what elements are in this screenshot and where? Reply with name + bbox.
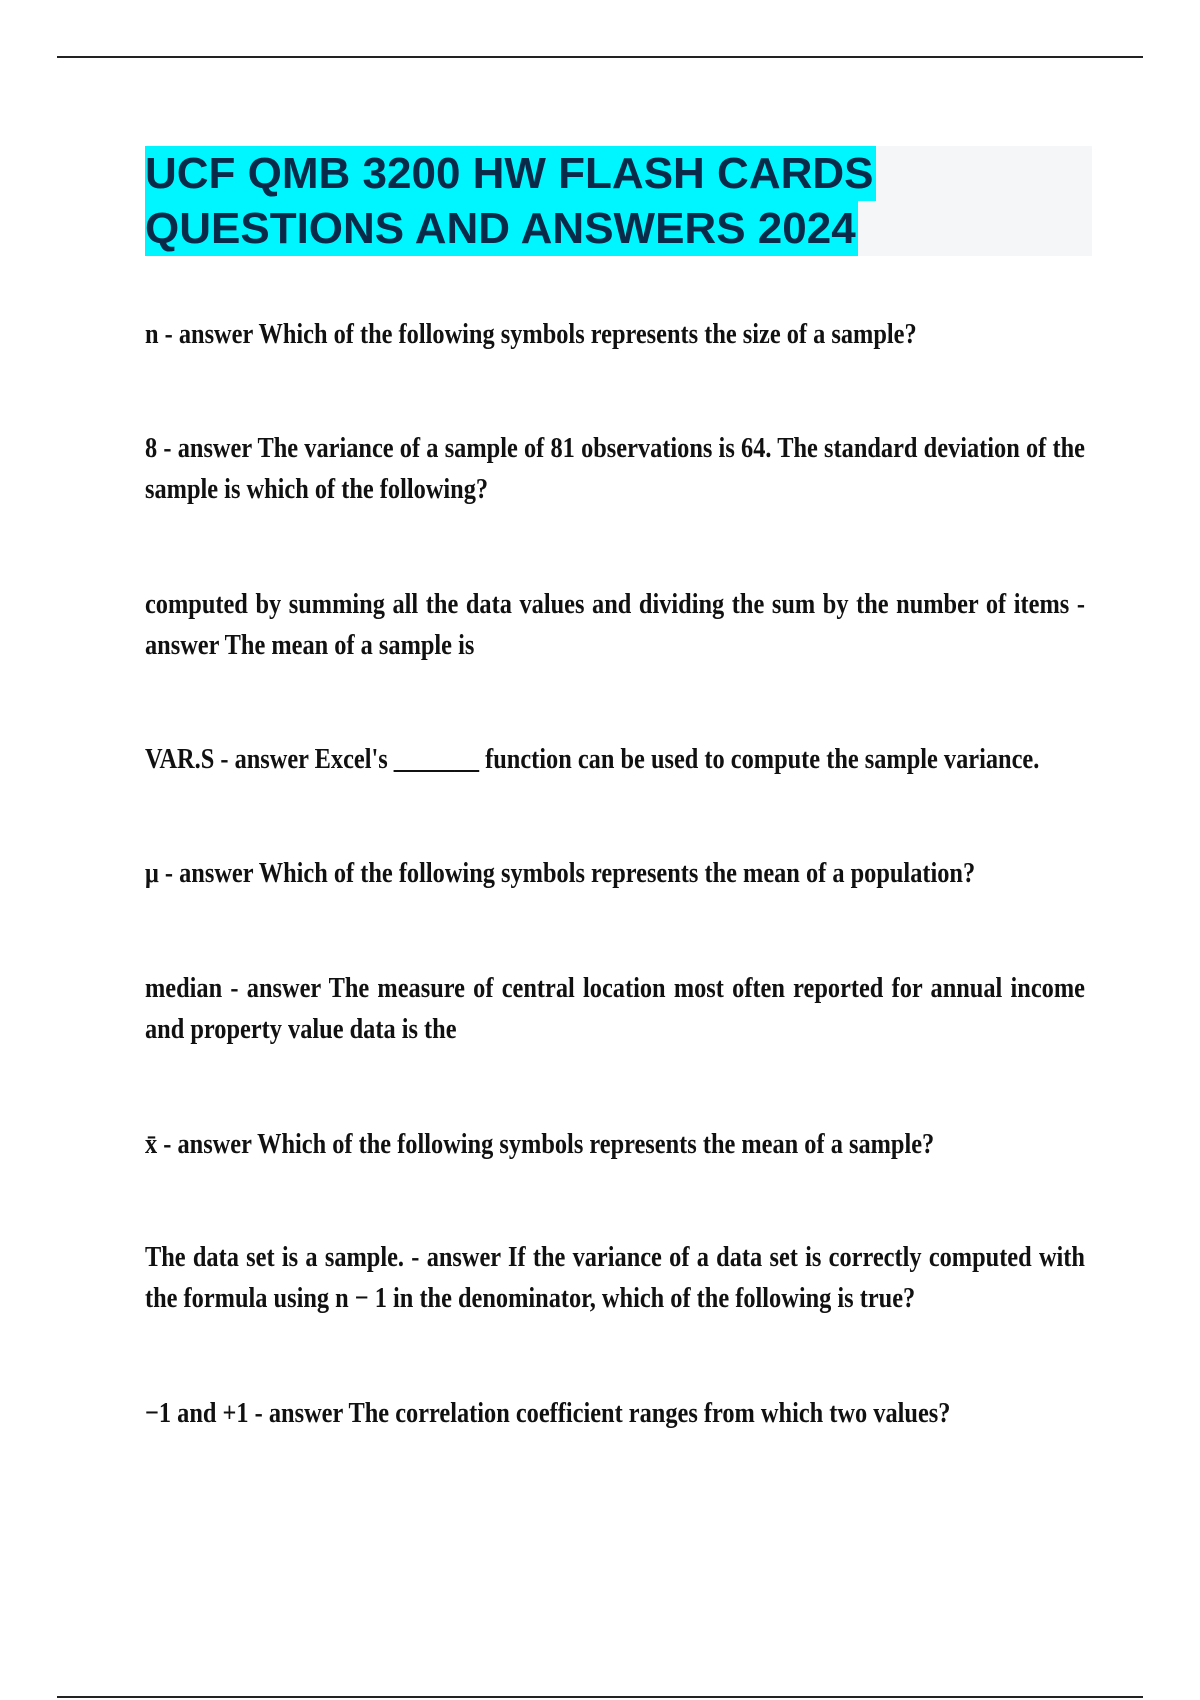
card-separator: - answer: [157, 1128, 258, 1160]
card-question: If the variance of a data set is correctly computed with the formula using n − 1 in the denominator, which of the following is true?: [145, 1241, 1085, 1314]
card-separator: - answer: [248, 1397, 349, 1429]
flash-card: [145, 314, 1085, 355]
card-answer: μ: [145, 857, 159, 889]
card-question: Excel's _______ function can be used to compute the sample variance.: [314, 743, 1040, 775]
card-separator: - answer: [157, 432, 258, 464]
card-answer: −1 and +1: [145, 1397, 249, 1429]
card-answer: The data set is a sample.: [145, 1241, 405, 1273]
card-separator: - answer: [404, 1241, 508, 1273]
title-line-1: UCF QMB 3200 HW FLASH CARDS: [145, 146, 876, 201]
flash-card: [145, 1124, 1085, 1165]
flash-card: [145, 853, 1085, 894]
flash-card: [145, 968, 1085, 1050]
card-separator: - answer: [158, 318, 259, 350]
flash-card: [145, 428, 1085, 510]
title-line-2: QUESTIONS AND ANSWERS 2024: [145, 201, 858, 256]
card-separator: - answer: [145, 588, 1085, 661]
card-separator: - answer: [222, 972, 329, 1004]
card-separator: - answer: [214, 743, 315, 775]
card-question: Which of the following symbols represents the size of a sample?: [258, 318, 917, 350]
card-answer: VAR.S: [145, 743, 215, 775]
card-answer: x̄: [145, 1128, 158, 1160]
card-question: Which of the following symbols represents the mean of a sample?: [257, 1128, 935, 1160]
card-answer: computed by summing all the data values and dividing the sum by the number of items: [145, 588, 1070, 620]
top-divider: [57, 56, 1143, 58]
flash-card: [145, 739, 1085, 780]
flash-card: [145, 1237, 1085, 1319]
card-question: The mean of a sample is: [224, 629, 475, 661]
card-answer: median: [145, 972, 223, 1004]
flash-card: [145, 584, 1085, 666]
card-answer: 8: [145, 432, 158, 464]
document-title: [145, 146, 1092, 256]
bottom-divider: [57, 1696, 1143, 1698]
card-question: The variance of a sample of 81 observations is 64. The standard deviation of the sample is which of the following?: [145, 432, 1085, 505]
flash-card: [145, 1393, 1085, 1434]
card-question: Which of the following symbols represents the mean of a population?: [258, 857, 976, 889]
card-answer: n: [145, 318, 159, 350]
card-separator: - answer: [158, 857, 259, 889]
card-question: The measure of central location most often reported for annual income and property value data is the: [145, 972, 1085, 1045]
card-question: The correlation coefficient ranges from which two values?: [348, 1397, 951, 1429]
